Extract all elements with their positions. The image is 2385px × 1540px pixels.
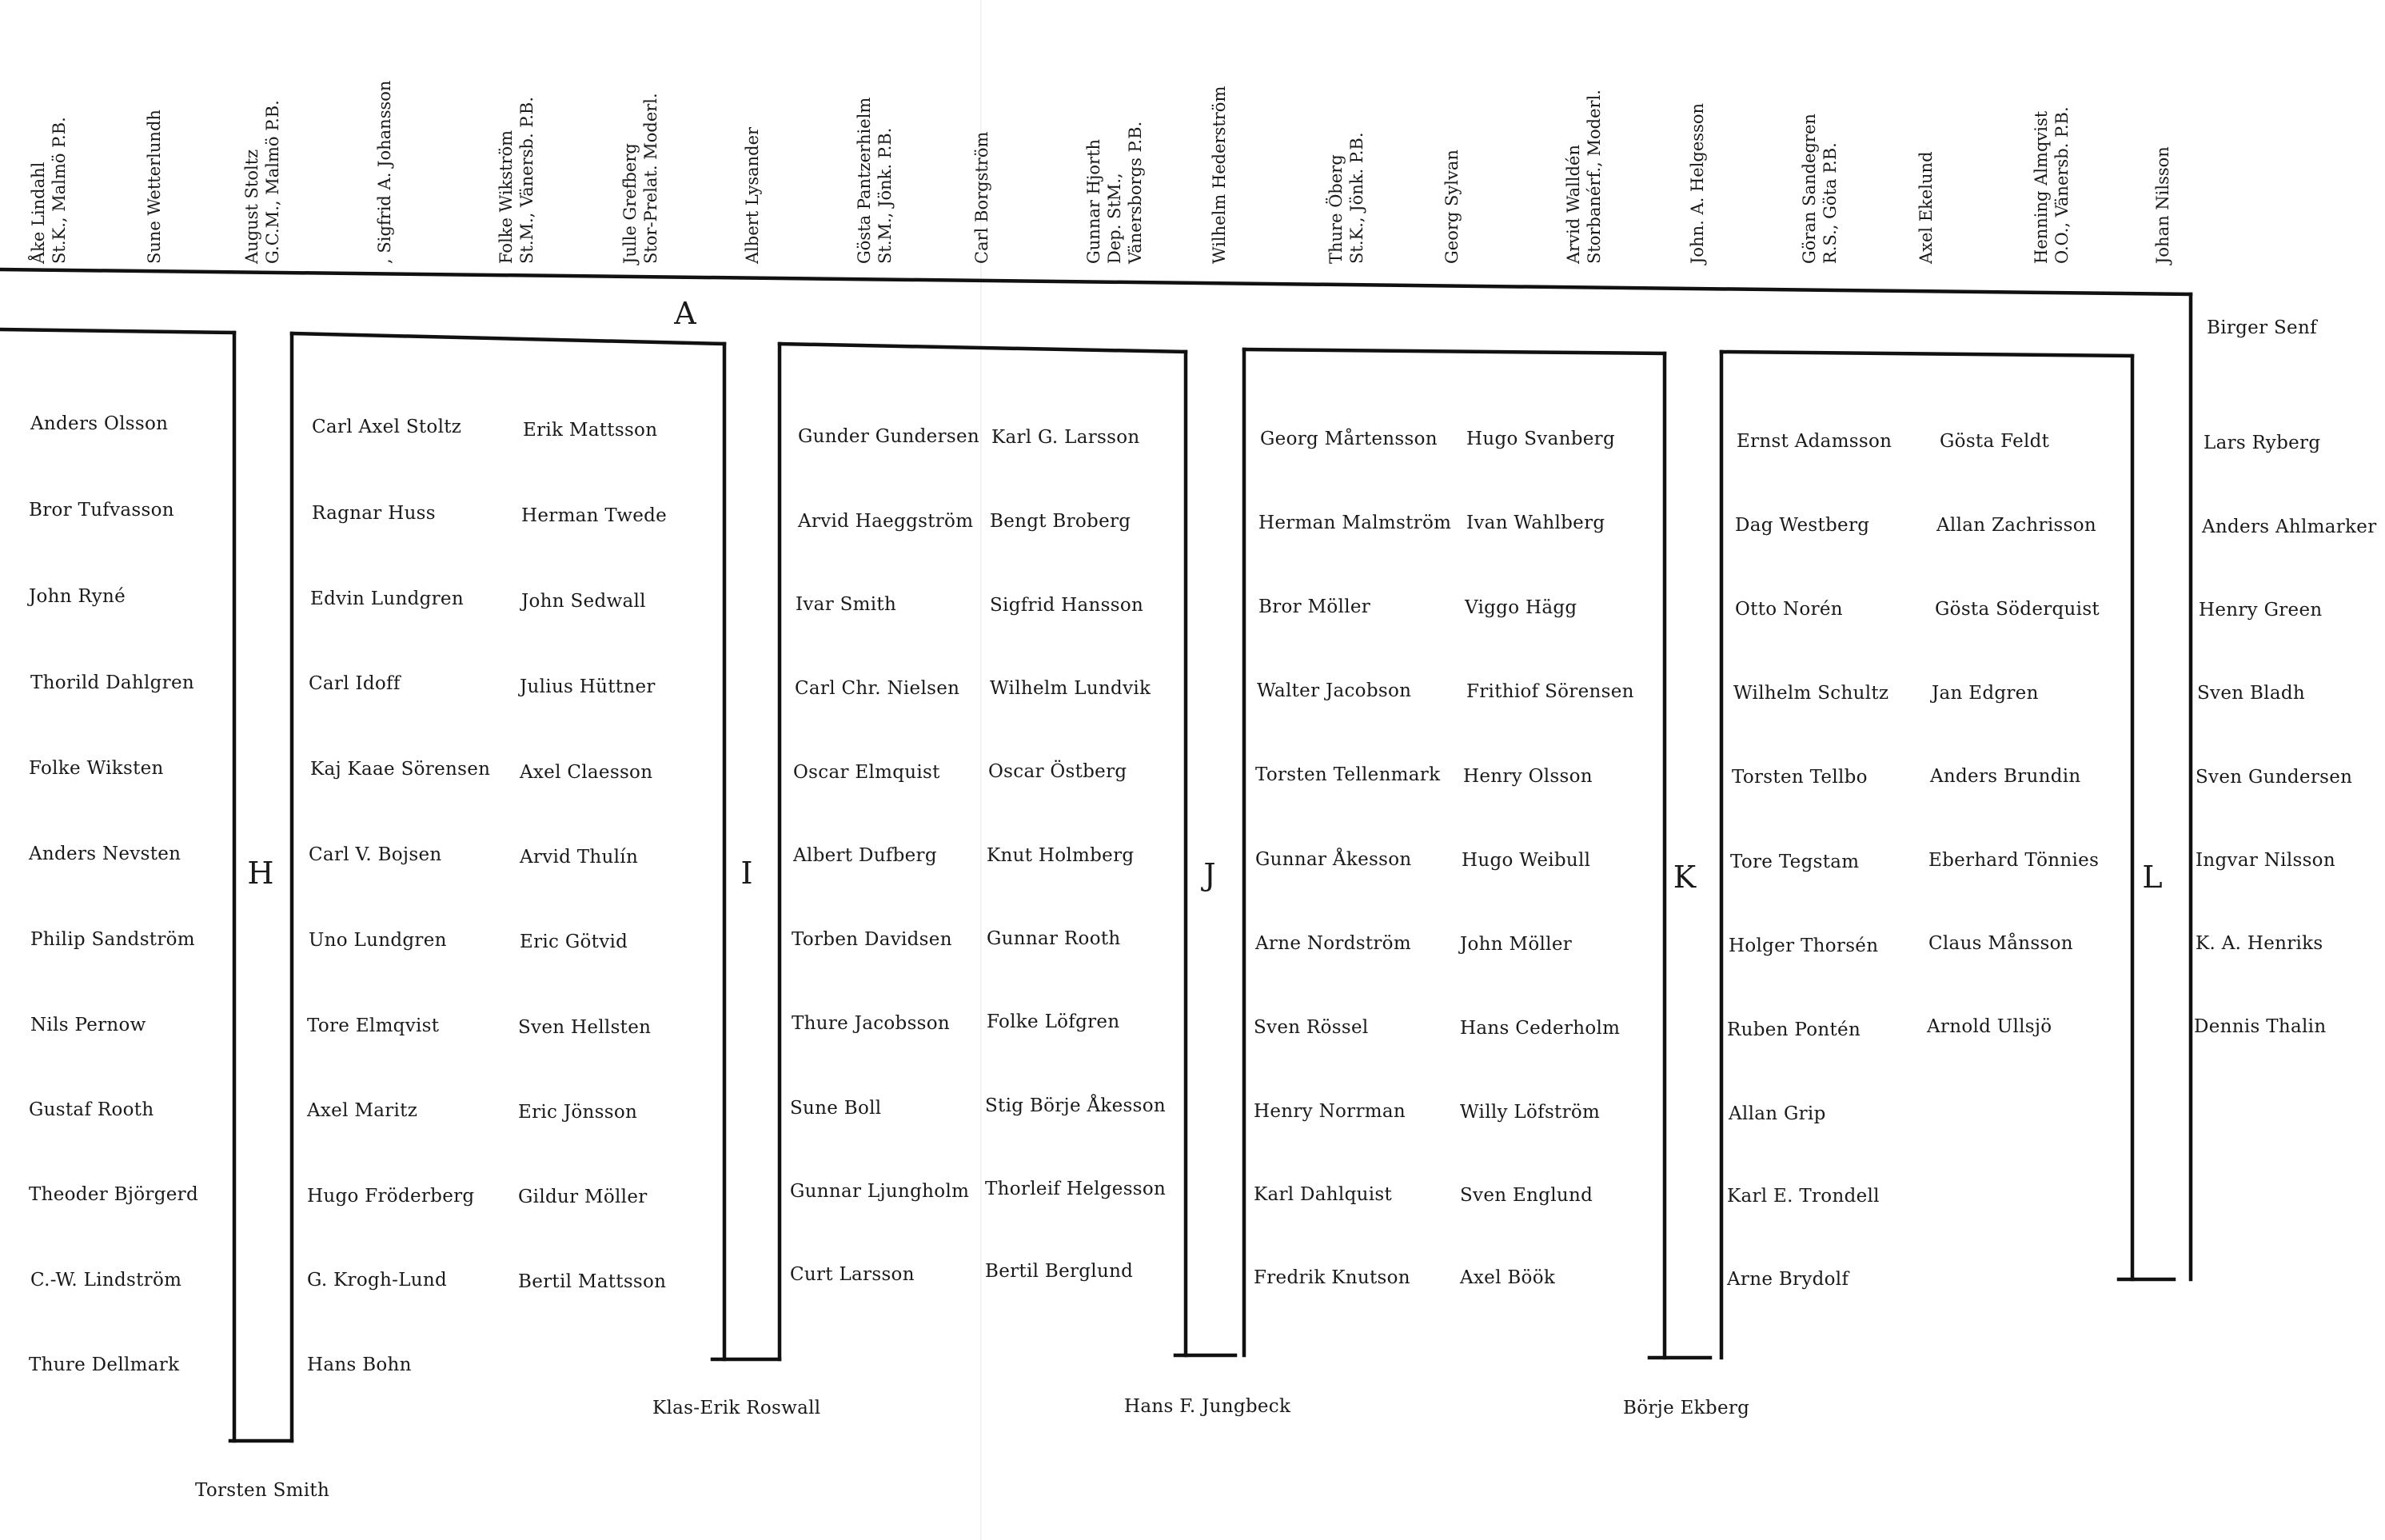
seat-name: Holger Thorsén (1729, 936, 1879, 956)
seat-name: Theoder Björgerd (29, 1184, 198, 1205)
seat-name: Carl V. Bojsen (309, 844, 442, 865)
seat-name: Eric Götvid (520, 932, 628, 952)
seat-name: Kaj Kaae Sörensen (310, 759, 491, 780)
table-letter-l: L (2142, 860, 2163, 895)
seat-name: Ruben Pontén (1727, 1019, 1861, 1040)
top-name-lysander: Albert Lysander (743, 126, 762, 264)
seat-name: Gunnar Rooth (987, 928, 1121, 949)
seat-name: Thorleif Helgesson (985, 1179, 1167, 1199)
seat-name: Anders Olsson (30, 413, 169, 434)
seat-name: Henry Norrman (1254, 1101, 1406, 1122)
seat-name: Ingvar Nilsson (2196, 850, 2335, 871)
seat-name: John Ryné (29, 586, 126, 607)
seat-name: Sven Bladh (2197, 683, 2305, 704)
seat-name: Thure Jacobsson (792, 1013, 951, 1034)
seat-name: Julius Hüttner (520, 676, 656, 697)
top-name-hederstrom: Wilhelm Hederström (1210, 86, 1229, 264)
seat-name: Sven Gundersen (2196, 767, 2353, 788)
seat-name: Frithiof Sörensen (1466, 681, 1634, 702)
seat-name: Edvin Lundgren (310, 588, 464, 609)
seat-name: Ivan Wahlberg (1466, 513, 1605, 533)
seat-name: Henry Green (2199, 600, 2323, 620)
seat-name: Allan Zachrisson (1936, 515, 2096, 536)
seat-name: Lars Ryberg (2204, 433, 2321, 453)
seat-name: Erik Mattsson (523, 420, 658, 441)
seat-name: Oscar Elmquist (793, 762, 940, 783)
seat-name: Bror Möller (1258, 596, 1371, 617)
seat-name: Stig Börje Åkesson (985, 1095, 1167, 1116)
seat-name: Walter Jacobson (1257, 680, 1412, 701)
seat-name: Birger Senf (2207, 317, 2317, 338)
seat-name: Wilhelm Lundvik (990, 678, 1151, 699)
top-name-wetterlundh: Sune Wetterlundh (145, 110, 164, 264)
seat-name: Hans Bohn (307, 1354, 412, 1375)
seat-name: Tore Elmqvist (307, 1015, 440, 1036)
seat-name: Dag Westberg (1735, 515, 1870, 536)
seat-name: K. A. Henriks (2196, 933, 2323, 954)
top-name-oberg: Thure Öberg St.K., Jönk. P.B. (1326, 132, 1366, 264)
seat-name: Arne Brydolf (1727, 1269, 1849, 1290)
seat-name: Folke Löfgren (987, 1011, 1120, 1032)
seat-name: John Sedwall (521, 591, 646, 612)
table-letter-j: J (1203, 857, 1216, 892)
seat-name: Carl Axel Stoltz (312, 417, 462, 437)
top-name-grefberg: Julle Grefberg Stor-Prelat. Moderl. (620, 93, 660, 264)
seat-name: Gösta Feldt (1940, 431, 2050, 452)
seat-name: Viggo Hägg (1465, 597, 1577, 618)
seat-name: Torben Davidsen (792, 929, 952, 950)
seat-name: Oscar Östberg (988, 761, 1127, 782)
seat-name: Wilhelm Schultz (1733, 683, 1889, 704)
seat-name: Gunder Gundersen (798, 426, 979, 447)
seat-name: Dennis Thalin (2194, 1016, 2327, 1037)
seat-name: Curt Larsson (790, 1264, 915, 1285)
seat-name: Ernst Adamsson (1737, 431, 1892, 452)
table-end-name-h: Torsten Smith (195, 1480, 330, 1501)
seat-name: Karl Dahlquist (1254, 1184, 1393, 1205)
top-name-stoltz: August Stoltz G.C.M., Malmö P.B. (242, 100, 282, 264)
seat-name: Gustaf Rooth (29, 1099, 154, 1120)
seat-name: Arvid Thulín (520, 847, 639, 868)
seat-name: Hugo Svanberg (1466, 429, 1615, 449)
seat-name: Ragnar Huss (312, 503, 436, 524)
seat-name: Nils Pernow (30, 1015, 146, 1035)
seat-name: Herman Twede (521, 505, 668, 526)
seat-name: Hans Cederholm (1460, 1018, 1621, 1039)
seat-name: Anders Nevsten (29, 844, 181, 864)
seat-name: Hugo Fröderberg (307, 1186, 475, 1207)
seat-name: Arnold Ullsjö (1927, 1016, 2052, 1037)
seat-name: Arne Nordström (1255, 933, 1411, 954)
seat-name: Willy Löfström (1460, 1102, 1601, 1123)
table-letter-i: I (740, 856, 753, 891)
top-name-almqvist: Henning Almqvist O.O., Vänersb. P.B. (2032, 106, 2072, 264)
top-name-pantzerhielm: Gösta Pantzerhielm St.M., Jönk. P.B. (855, 97, 895, 264)
seat-name: Sven Englund (1460, 1185, 1593, 1206)
seat-name: Gösta Söderquist (1935, 599, 2100, 620)
seat-name: Sven Rössel (1254, 1017, 1369, 1038)
seat-name: Sigfrid Hansson (990, 595, 1144, 616)
seat-name: Claus Månsson (1928, 933, 2073, 954)
seat-name: Thorild Dahlgren (30, 672, 195, 693)
seat-name: Knut Holmberg (987, 845, 1135, 866)
top-name-wikstrom: Folke Wikström St.M., Vänersb. P.B. (497, 96, 536, 264)
table-letter-a: A (674, 296, 696, 331)
seat-name: Arvid Haeggström (798, 511, 974, 532)
seat-name: Carl Idoff (309, 673, 401, 694)
seat-name: Sune Boll (790, 1098, 882, 1119)
table-letter-h: H (247, 856, 274, 891)
seat-name: G. Krogh-Lund (307, 1270, 448, 1291)
seat-name: Hugo Weibull (1462, 850, 1591, 871)
seat-name: Philip Sandström (30, 929, 195, 950)
seat-name: Sven Hellsten (518, 1017, 652, 1038)
seat-name: Carl Chr. Nielsen (795, 678, 960, 699)
top-name-nilsson: Johan Nilsson (2153, 146, 2172, 264)
seat-name: Anders Brundin (1930, 766, 2081, 787)
seat-name: Axel Claesson (520, 762, 653, 783)
seat-name: Axel Maritz (307, 1100, 418, 1121)
seat-name: Gildur Möller (518, 1187, 648, 1207)
seat-name: Torsten Tellbo (1732, 767, 1868, 788)
top-name-sandegren: Göran Sandegren R.S., Göta P.B. (1800, 114, 1840, 264)
seat-name: Eberhard Tönnies (1928, 850, 2100, 871)
seat-name: Torsten Tellenmark (1255, 764, 1441, 785)
seat-name: John Möller (1460, 934, 1573, 955)
top-name-johansson: , Sigfrid A. Johansson (375, 80, 394, 264)
seat-name: Georg Mårtensson (1260, 429, 1438, 449)
seat-name: Bengt Broberg (990, 511, 1131, 532)
seat-name: Gunnar Åkesson (1255, 849, 1412, 870)
seat-name: Axel Böök (1460, 1267, 1556, 1288)
seat-name: Bertil Berglund (985, 1261, 1134, 1282)
seat-name: Herman Malmström (1258, 513, 1452, 533)
seat-name: Karl G. Larsson (991, 427, 1140, 448)
table-end-name-k: Börje Ekberg (1623, 1398, 1750, 1418)
seat-name: Bertil Mattsson (518, 1271, 667, 1292)
seat-name: Albert Dufberg (793, 845, 937, 866)
seat-name: Allan Grip (1729, 1103, 1826, 1124)
seat-name: Fredrik Knutson (1254, 1267, 1410, 1288)
seat-name: Thure Dellmark (29, 1354, 180, 1375)
top-name-sylvan: Georg Sylvan (1442, 150, 1462, 264)
seat-name: Karl E. Trondell (1727, 1186, 1880, 1207)
seat-name: Henry Olsson (1463, 766, 1593, 787)
seat-name: Ivar Smith (796, 594, 897, 615)
top-name-helgesson: John. A. Helgesson (1688, 102, 1707, 264)
top-name-wallden: Arvid Walldén Storbanérf., Moderl. (1564, 90, 1604, 264)
seat-name: Anders Ahlmarker (2202, 517, 2377, 537)
seat-name: Jan Edgren (1932, 683, 2039, 704)
table-end-name-j: Hans F. Jungbeck (1124, 1396, 1291, 1417)
seat-name: Bror Tufvasson (29, 500, 174, 521)
seat-name: Tore Tegstam (1730, 852, 1860, 872)
table-end-name-i: Klas-Erik Roswall (652, 1398, 821, 1418)
seat-name: Gunnar Ljungholm (790, 1181, 970, 1202)
top-name-lindahl: Åke Lindahl St.K., Malmö P.B. (29, 117, 69, 264)
seat-name: C.-W. Lindström (30, 1270, 182, 1291)
top-name-ekelund: Axel Ekelund (1916, 151, 1936, 264)
seat-name: Otto Norén (1735, 599, 1843, 620)
table-letter-k: K (1673, 860, 1697, 895)
seat-name: Eric Jönsson (518, 1102, 638, 1123)
top-name-borgstrom: Carl Borgström (972, 131, 991, 264)
seat-name: Uno Lundgren (309, 930, 447, 951)
top-name-hjorth: Gunnar Hjorth Dep. StM., Vänersborgs P.B. (1084, 121, 1145, 264)
seat-name: Folke Wiksten (29, 758, 164, 779)
